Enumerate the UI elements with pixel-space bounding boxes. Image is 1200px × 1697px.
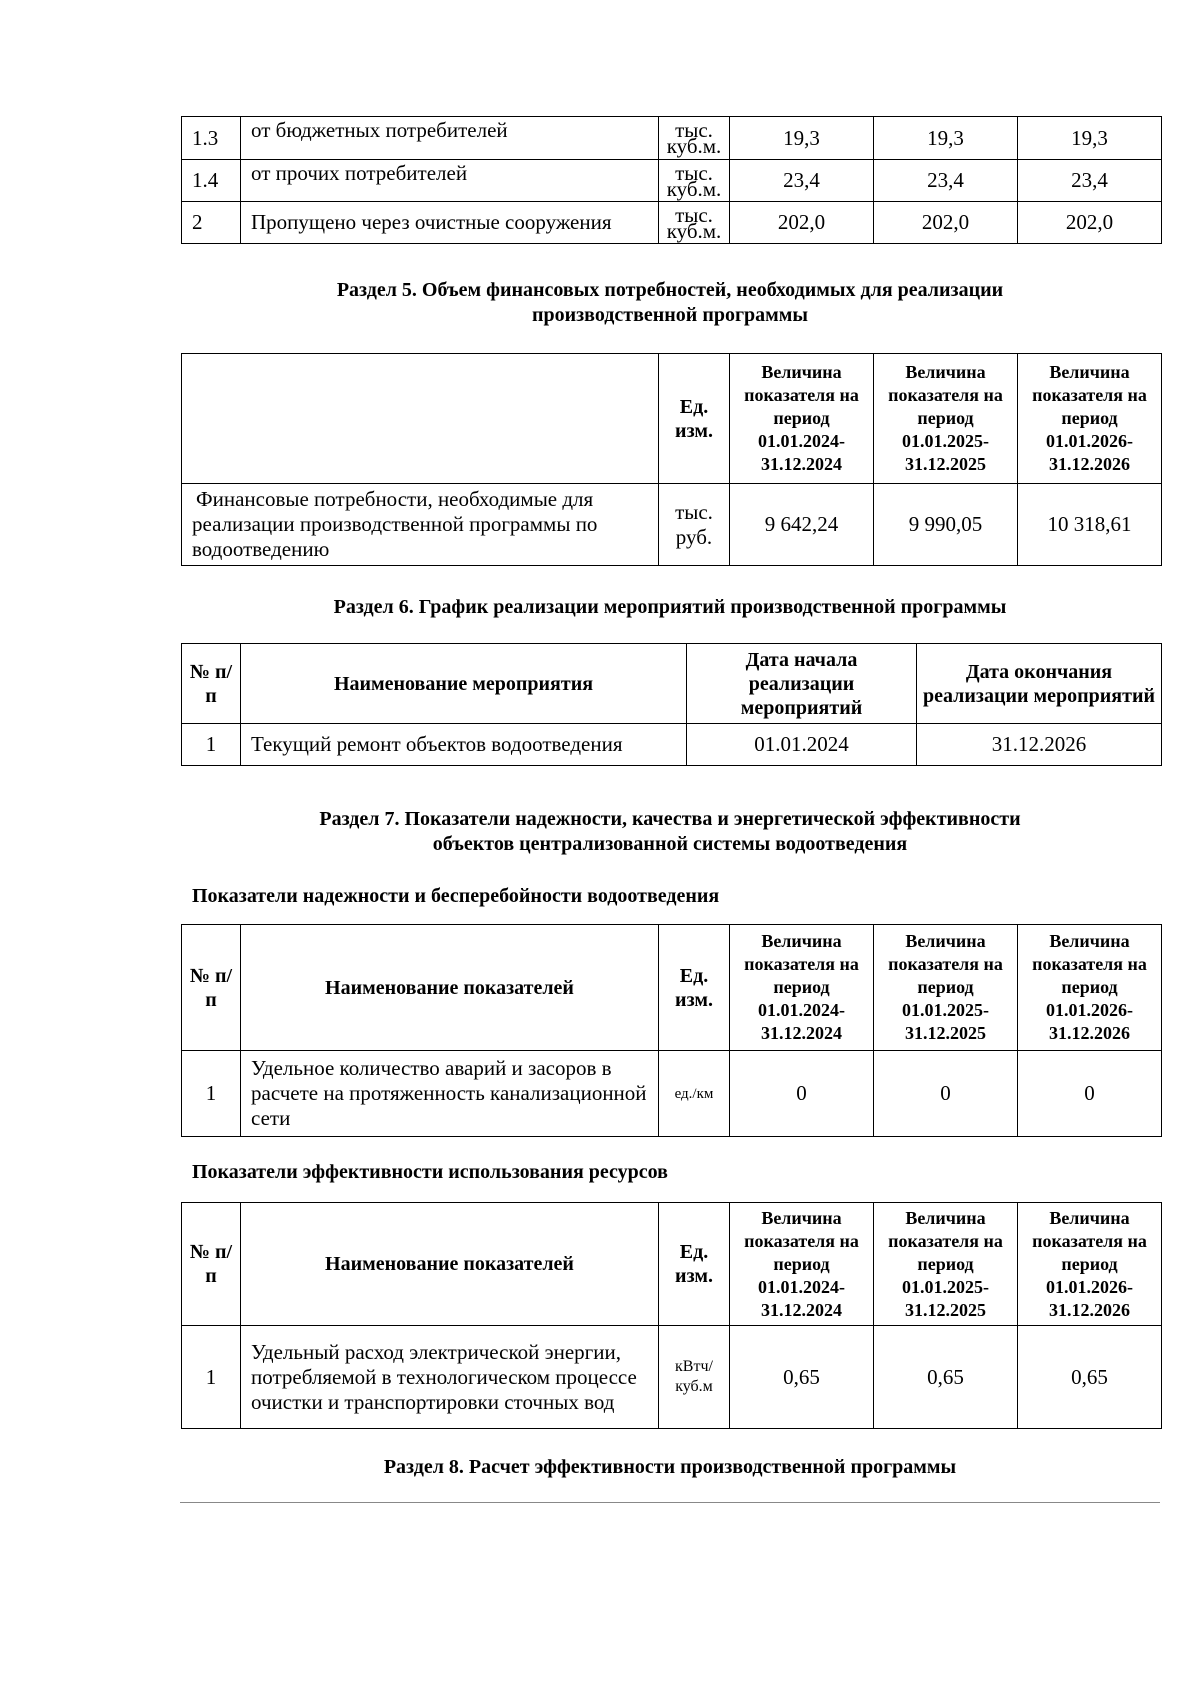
row-value-2026: 0,65 [1018, 1326, 1162, 1429]
row-value-2026: 202,0 [1018, 202, 1162, 244]
row-value-2025: 0,65 [874, 1326, 1018, 1429]
row-name: Текущий ремонт объектов водоотведения [241, 724, 687, 766]
table-row [182, 117, 1162, 160]
row-unit: тыс. куб.м. [659, 117, 730, 160]
table-row [182, 1051, 1162, 1137]
section5-title [180, 278, 1160, 328]
header-indicator-name: Наименование показателей [241, 1203, 659, 1326]
header-period-2024: Величина показателя на период 01.01.2024- 31.12.2024 [730, 925, 874, 1051]
row-number: 1 [182, 1051, 241, 1137]
row-number: 2 [182, 202, 241, 244]
table-header-row [182, 1203, 1162, 1326]
header-period-2025: Величина показателя на период 01.01.2025- 31.12.2025 [874, 1203, 1018, 1326]
header-period-2024: Величина показателя на период 01.01.2024- 31.12.2024 [730, 1203, 874, 1326]
reliability-heading: Показатели надежности и бесперебойности водоотведения [192, 885, 720, 907]
section6-table [181, 643, 1162, 766]
row-value-2024: 202,0 [730, 202, 874, 244]
header-start-date: Дата начала реализации мероприятий [687, 644, 917, 724]
row-name: Финансовые потребности, необходимые для реализации производственной программы по водоотведению [182, 484, 659, 566]
row-value-2024: 0,65 [730, 1326, 874, 1429]
row-value-2024: 19,3 [730, 117, 874, 160]
table-row [182, 1326, 1162, 1429]
row-number: 1 [182, 1326, 241, 1429]
section5-title-line1: Раздел 5. Объем финансовых потребностей, необходимых для реализации [336, 279, 1004, 301]
table-header-row [182, 925, 1162, 1051]
header-empty-cell [182, 354, 659, 484]
section4-table [181, 116, 1162, 244]
header-unit: Ед. изм. [659, 925, 730, 1051]
table-row [182, 160, 1162, 202]
header-period-2026: Величина показателя на период 01.01.2026- 31.12.2026 [1018, 1203, 1162, 1326]
reliability-table [181, 924, 1162, 1137]
efficiency-heading: Показатели эффективности использования ресурсов [192, 1161, 668, 1183]
row-number: 1.3 [182, 117, 241, 160]
section7-title-line1: Раздел 7. Показатели надежности, качества и энергетической эффективности [319, 808, 1021, 830]
row-value-2024: 23,4 [730, 160, 874, 202]
header-indicator-name: Наименование показателей [241, 925, 659, 1051]
header-period-2025: Величина показателя на период 01.01.2025- 31.12.2025 [874, 354, 1018, 484]
row-unit: кВтч/ куб.м [659, 1326, 730, 1429]
header-event-name: Наименование мероприятия [241, 644, 687, 724]
section5-title-line2: производственной программы [531, 304, 809, 326]
row-value-2026: 23,4 [1018, 160, 1162, 202]
row-name: Удельный расход электрической энергии, потребляемой в технологическом процессе очистки и транспортировки сточных вод [241, 1326, 659, 1429]
header-unit: Ед. изм. [659, 1203, 730, 1326]
row-unit: тыс. руб. [659, 484, 730, 566]
row-number: 1 [182, 724, 241, 766]
row-value-2026: 19,3 [1018, 117, 1162, 160]
row-unit: ед./км [659, 1051, 730, 1137]
table-header-row [182, 644, 1162, 724]
row-end-date: 31.12.2026 [917, 724, 1162, 766]
row-value-2024: 0 [730, 1051, 874, 1137]
table-row [182, 484, 1162, 566]
header-number: № п/п [182, 1203, 241, 1326]
row-name: от прочих потребителей [241, 160, 659, 202]
bottom-divider [180, 1502, 1160, 1503]
section7-title-line2: объектов централизованной системы водоотведения [432, 833, 908, 855]
header-period-2025: Величина показателя на период 01.01.2025- 31.12.2025 [874, 925, 1018, 1051]
header-period-2024: Величина показателя на период 01.01.2024- 31.12.2024 [730, 354, 874, 484]
row-value-2025: 23,4 [874, 160, 1018, 202]
header-period-2026: Величина показателя на период 01.01.2026- 31.12.2026 [1018, 354, 1162, 484]
table-header-row [182, 354, 1162, 484]
table-row [182, 202, 1162, 244]
section6-title: Раздел 6. График реализации мероприятий производственной программы [333, 596, 1007, 618]
header-end-date: Дата окончания реализации мероприятий [917, 644, 1162, 724]
efficiency-table [181, 1202, 1162, 1429]
row-unit: тыс. куб.м. [659, 160, 730, 202]
row-value-2025: 202,0 [874, 202, 1018, 244]
row-value-2026: 0 [1018, 1051, 1162, 1137]
header-number: № п/п [182, 925, 241, 1051]
row-value-2026: 10 318,61 [1018, 484, 1162, 566]
row-value-2025: 19,3 [874, 117, 1018, 160]
row-name: от бюджетных потребителей [241, 117, 659, 160]
row-value-2025: 9 990,05 [874, 484, 1018, 566]
row-unit: тыс. куб.м. [659, 202, 730, 244]
row-number: 1.4 [182, 160, 241, 202]
section8-title: Раздел 8. Расчет эффективности производственной программы [383, 1456, 957, 1478]
header-unit: Ед. изм. [659, 354, 730, 484]
header-number: № п/п [182, 644, 241, 724]
row-value-2024: 9 642,24 [730, 484, 874, 566]
row-name: Пропущено через очистные сооружения [241, 202, 659, 244]
row-name: Удельное количество аварий и засоров в расчете на протяженность канализационной сети [241, 1051, 659, 1137]
row-value-2025: 0 [874, 1051, 1018, 1137]
table-row [182, 724, 1162, 766]
header-period-2026: Величина показателя на период 01.01.2026- 31.12.2026 [1018, 925, 1162, 1051]
row-start-date: 01.01.2024 [687, 724, 917, 766]
section5-table [181, 353, 1162, 566]
section7-title [180, 807, 1160, 857]
